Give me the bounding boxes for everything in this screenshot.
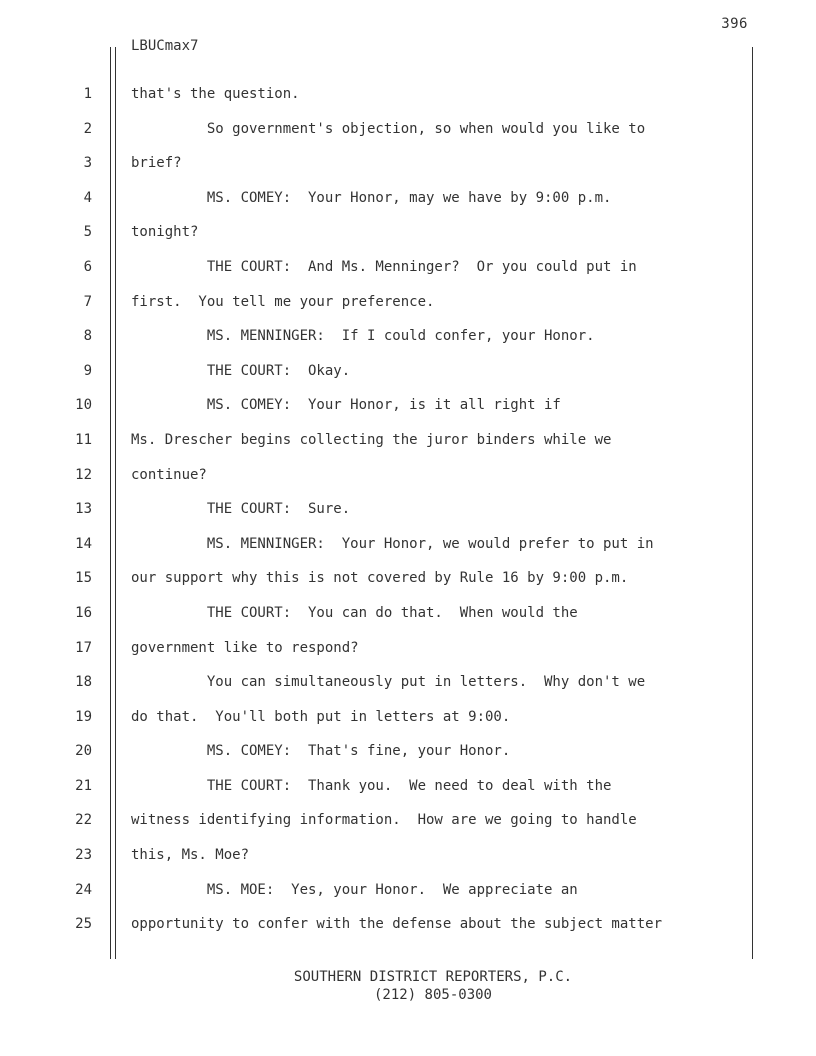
transcript-line (0, 465, 816, 500)
line-text: MS. MENNINGER: If I could confer, your Honor. (131, 328, 595, 345)
line-text: MS. MENNINGER: Your Honor, we would prefer to put in (131, 535, 654, 552)
line-number: 17 (75, 639, 92, 656)
line-number: 12 (75, 466, 92, 483)
line-text: MS. COMEY: Your Honor, is it all right if (131, 397, 561, 414)
line-text: THE COURT: Sure. (131, 501, 351, 518)
line-number: 20 (75, 743, 92, 760)
footer (50, 968, 816, 1004)
line-number: 21 (75, 777, 92, 794)
transcript-line (0, 534, 816, 569)
transcript-line (0, 880, 816, 915)
case-code: LBUCmax7 (131, 38, 199, 54)
transcript-line (0, 845, 816, 880)
transcript-line (0, 672, 816, 707)
line-number: 24 (75, 881, 92, 898)
transcript-line (0, 361, 816, 396)
line-number: 15 (75, 570, 92, 587)
page-number: 396 (721, 16, 748, 32)
transcript-line (0, 257, 816, 292)
reporter-phone: (212) 805-0300 (373, 987, 492, 1003)
transcript-line (0, 707, 816, 742)
line-text: MS. COMEY: Your Honor, may we have by 9:00 p.m. (131, 189, 612, 206)
line-number: 6 (83, 258, 92, 275)
transcript-line (0, 119, 816, 154)
line-text: MS. COMEY: That's fine, your Honor. (131, 743, 511, 760)
line-text: that's the question. (131, 86, 300, 102)
transcript-line (0, 638, 816, 673)
line-number: 16 (75, 604, 92, 621)
reporter-name: SOUTHERN DISTRICT REPORTERS, P.C. (293, 969, 573, 985)
line-number: 11 (75, 431, 92, 448)
line-text: this, Ms. Moe? (131, 847, 250, 864)
transcript-lines (0, 84, 816, 949)
line-text: do that. You'll both put in letters at 9:00. (131, 708, 511, 725)
transcript-line (0, 914, 816, 949)
line-number: 14 (75, 535, 92, 552)
line-number: 5 (83, 224, 92, 241)
line-text: brief? (131, 155, 182, 172)
transcript-line (0, 395, 816, 430)
line-text: tonight? (131, 224, 199, 241)
line-number: 8 (83, 328, 92, 345)
transcript-line (0, 326, 816, 361)
line-number: 18 (75, 674, 92, 691)
line-number: 23 (75, 847, 92, 864)
transcript-line (0, 776, 816, 811)
line-text: witness identifying information. How are we going to handle (131, 812, 637, 829)
line-text: government like to respond? (131, 639, 359, 656)
transcript-line (0, 153, 816, 188)
transcript-line (0, 292, 816, 327)
line-text: Ms. Drescher begins collecting the juror binders while we (131, 431, 612, 448)
line-text: THE COURT: Okay. (131, 362, 351, 379)
line-number: 10 (75, 397, 92, 414)
line-text: THE COURT: You can do that. When would the (131, 604, 578, 621)
transcript-line (0, 222, 816, 257)
line-text: opportunity to confer with the defense about the subject matter (131, 916, 663, 933)
line-number: 2 (83, 120, 92, 137)
transcript-line (0, 499, 816, 534)
line-number: 4 (83, 189, 92, 206)
line-text: first. You tell me your preference. (131, 293, 435, 310)
transcript-line (0, 188, 816, 223)
line-number: 13 (75, 501, 92, 518)
line-text: our support why this is not covered by Rule 16 by 9:00 p.m. (131, 570, 629, 587)
line-text: continue? (131, 466, 207, 483)
line-number: 22 (75, 812, 92, 829)
line-number: 9 (83, 362, 92, 379)
transcript-line (0, 568, 816, 603)
line-text: THE COURT: And Ms. Menninger? Or you could put in (131, 258, 637, 275)
transcript-line (0, 430, 816, 465)
line-number: 25 (75, 916, 92, 933)
transcript-line (0, 741, 816, 776)
transcript-line (0, 603, 816, 638)
line-text: THE COURT: Thank you. We need to deal with the (131, 777, 612, 794)
line-number: 7 (83, 293, 92, 310)
line-number: 19 (75, 708, 92, 725)
transcript-line (0, 84, 816, 119)
line-text: You can simultaneously put in letters. Why don't we (131, 674, 646, 691)
transcript-line (0, 810, 816, 845)
line-text: So government's objection, so when would you like to (131, 120, 646, 137)
line-text: MS. MOE: Yes, your Honor. We appreciate an (131, 881, 578, 898)
line-number: 1 (83, 86, 92, 102)
line-number: 3 (83, 155, 92, 172)
